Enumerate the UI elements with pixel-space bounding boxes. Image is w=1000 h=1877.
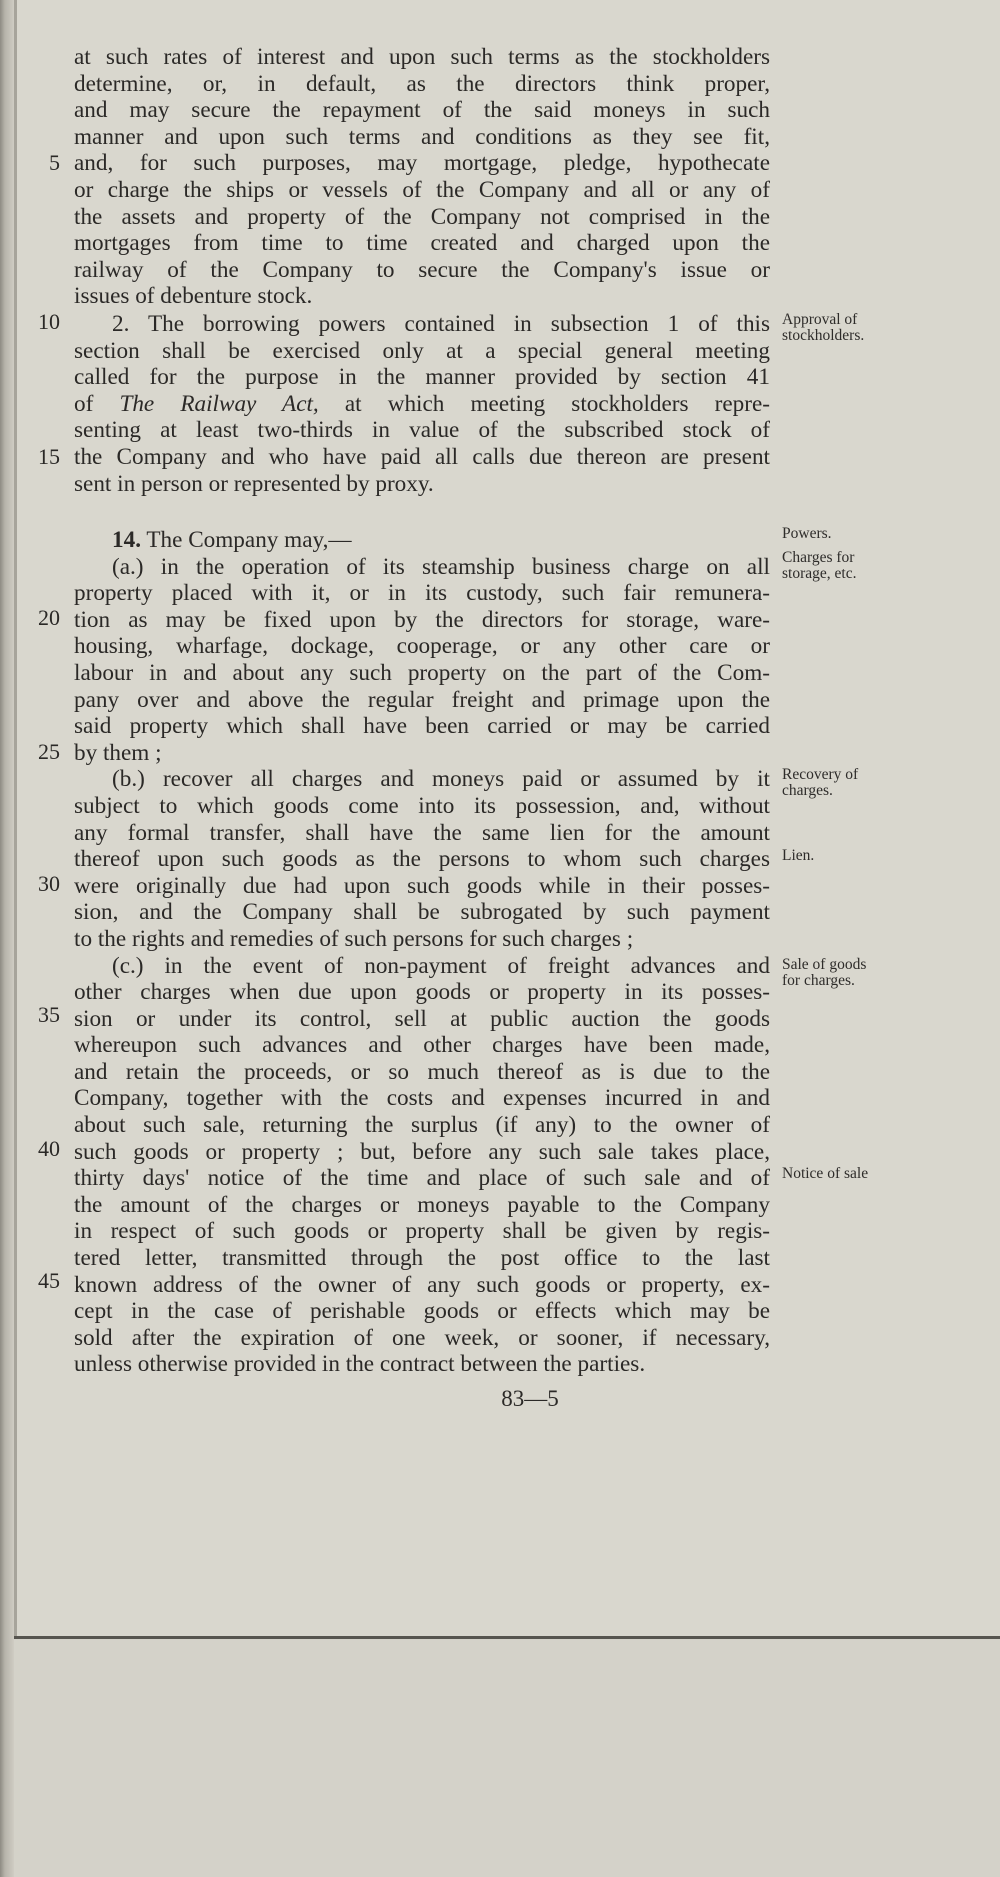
text-fragment: of (74, 390, 120, 417)
text-line: section shall be exercised only at a special general meeting (74, 337, 770, 364)
text-line: the Company and who have paid all calls due thereon are present (74, 443, 770, 470)
text-line: other charges when due upon goods or property in its posses- (74, 979, 770, 1006)
margin-note-line: Sale of goods (782, 956, 867, 973)
margin-note-line: Approval of (782, 311, 858, 328)
margin-note-line: Notice of sale (782, 1165, 869, 1182)
act-title-italic: The Railway Act, (119, 390, 319, 417)
text-line: (a.) in the operation of its steamship business charge on all (112, 553, 770, 580)
text-line: the amount of the charges or moneys payable to the Company (74, 1191, 770, 1218)
text-line: and may secure the repayment of the said moneys in such (74, 97, 770, 124)
margin-note-recovery (782, 767, 992, 799)
text-line: and retain the proceeds, or so much thereof as is due to the (74, 1058, 770, 1085)
margin-note-line: stockholders. (782, 327, 865, 344)
text-line: sent in person or represented by proxy. (74, 470, 434, 497)
text-line: were originally due had upon such goods while in their posses- (74, 872, 770, 899)
line-number-15: 15 (38, 444, 60, 469)
section-heading (74, 527, 770, 554)
line-number-45: 45 (38, 1268, 60, 1293)
text-line: and, for such purposes, may mortgage, pledge, hypothecate (74, 150, 770, 177)
text-line: determine, or, in default, as the directors think proper, (74, 70, 770, 97)
text-line: cept in the case of perishable goods or effects which may be (74, 1298, 770, 1325)
text-line: tion as may be fixed upon by the directors for storage, ware- (74, 606, 770, 633)
text-line: subject to which goods come into its possession, and, without (74, 792, 770, 819)
text-line: at such rates of interest and upon such terms as the stockholders (74, 44, 770, 70)
line-number-30: 30 (38, 871, 60, 896)
text-line: known address of the owner of any such goods or property, ex- (74, 1271, 770, 1298)
margin-note-line: storage, etc. (782, 565, 857, 582)
text-line: housing, wharfage, dockage, cooperage, or any other care or (74, 633, 770, 660)
text-line: sold after the expiration of one week, or sooner, if necessary, (74, 1324, 770, 1351)
text-line (74, 391, 770, 418)
page-edge-left (0, 0, 14, 1877)
text-line: mortgages from time to time created and charged upon the (74, 230, 770, 257)
text-line: labour in and about any such property on the part of the Com- (74, 659, 770, 686)
margin-note-lien (782, 848, 992, 864)
text-line: such goods or property ; but, before any such sale takes place, (74, 1138, 770, 1165)
section-14 (74, 527, 770, 1378)
text-line: (b.) recover all charges and moneys paid or assumed by it (112, 766, 770, 793)
margin-note-line: for charges. (782, 972, 855, 989)
text-line: said property which shall have been carried or may be carried (74, 713, 770, 740)
margin-note-approval (782, 312, 992, 344)
line-number-5: 5 (49, 150, 60, 175)
text-line: (c.) in the event of non-payment of freight advances and (112, 952, 770, 979)
margin-note-line: Charges for (782, 549, 855, 566)
text-line: thereof upon such goods as the persons to whom such charges (74, 846, 770, 873)
line-number-25: 25 (38, 739, 60, 764)
paragraph-borrowing-continuation (74, 44, 770, 310)
text-line: property placed with it, or in its custody, such fair remunera- (74, 580, 770, 607)
text-line: Company, together with the costs and expenses incurred in and (74, 1085, 770, 1112)
text-line: issues of debenture stock. (74, 283, 313, 310)
margin-note-line: Lien. (782, 847, 815, 864)
text-line: to the rights and remedies of such persons for such charges ; (74, 925, 634, 952)
text-fragment: at which meeting stockholders repre- (318, 390, 770, 417)
text-line: sion, and the Company shall be subrogated by such payment (74, 899, 770, 926)
page-fold-line (14, 0, 17, 1877)
text-line: thirty days' notice of the time and place of such sale and of (74, 1165, 770, 1192)
text-line: the assets and property of the Company not comprised in the (74, 203, 770, 230)
text-line: by them ; (74, 739, 162, 766)
margin-note-charges (782, 550, 992, 582)
margin-note-line: Recovery of (782, 766, 859, 783)
text-line: in respect of such goods or property shall be given by regis- (74, 1218, 770, 1245)
text-line: senting at least two-thirds in value of the subscribed stock of (74, 417, 770, 444)
text-line: about such sale, returning the surplus (if any) to the owner of (74, 1112, 770, 1139)
text-line: or charge the ships or vessels of the Company and all or any of (74, 176, 770, 203)
line-number-35: 35 (38, 1002, 60, 1027)
text-line: tered letter, transmitted through the post office to the last (74, 1245, 770, 1272)
margin-note-line: Powers. (782, 525, 832, 542)
text-line: pany over and above the regular freight and primage upon the (74, 686, 770, 713)
lower-blank-sheet (14, 1639, 1000, 1877)
text-line: railway of the Company to secure the Company's issue or (74, 256, 770, 283)
line-number-20: 20 (38, 605, 60, 630)
section-number: 14. (112, 527, 141, 553)
paragraph-subsection-2 (74, 311, 770, 497)
text-line: manner and upon such terms and conditions as they see fit, (74, 123, 770, 150)
margin-note-notice (782, 1166, 992, 1182)
margin-note-line: charges. (782, 782, 833, 799)
line-number-10: 10 (38, 309, 60, 334)
page-folio: 83—5 (501, 1386, 559, 1411)
margin-note-sale (782, 957, 992, 989)
text-line: any formal transfer, shall have the same lien for the amount (74, 819, 770, 846)
text-line: 2. The borrowing powers contained in subsection 1 of this (112, 311, 770, 337)
section-heading-text: The Company may,— (140, 527, 352, 553)
text-line: called for the purpose in the manner provided by section 41 (74, 364, 770, 391)
margin-note-powers (782, 526, 992, 542)
text-line: whereupon such advances and other charges have been made, (74, 1032, 770, 1059)
text-line: unless otherwise provided in the contract between the parties. (74, 1351, 646, 1378)
line-number-40: 40 (38, 1136, 60, 1161)
text-line: sion or under its control, sell at public auction the goods (74, 1005, 770, 1032)
